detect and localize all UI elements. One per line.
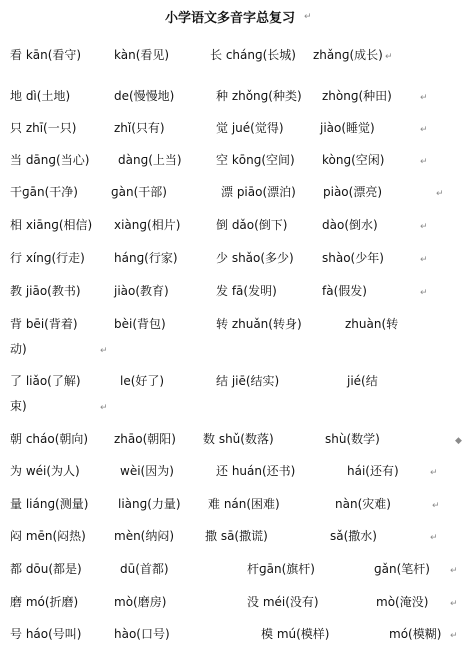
polyphone-entry: 倒 dǎo(倒下) xyxy=(216,218,288,232)
polyphone-entry: 种 zhǒnɡ(种类) xyxy=(216,89,302,103)
polyphone-entry: 结 jiē(结实) xyxy=(216,374,280,388)
polyphone-entry: 数 shǔ(数落) xyxy=(203,432,274,446)
polyphone-entry: wèi(因为) xyxy=(120,464,174,478)
polyphone-entry: kònɡ(空闲) xyxy=(322,153,385,167)
polyphone-entry: 为 wéi(为人) xyxy=(10,464,80,478)
polyphone-entry: dū(首都) xyxy=(120,562,169,576)
polyphone-entry: 磨 mó(折磨) xyxy=(10,595,79,609)
polyphone-entry: bèi(背包) xyxy=(114,317,166,331)
polyphone-entry: 没 méi(没有) xyxy=(247,595,319,609)
paragraph-mark: ↵ xyxy=(420,157,428,167)
polyphone-entry: 当 dānɡ(当心) xyxy=(10,153,90,167)
paragraph-mark: ↵ xyxy=(385,52,393,62)
polyphone-entry: sǎ(撒水) xyxy=(330,529,377,543)
polyphone-entry: nàn(灾难) xyxy=(335,497,391,511)
paragraph-mark: ↵ xyxy=(420,255,428,265)
paragraph-mark: ↵ xyxy=(432,501,440,511)
polyphone-entry: 漂 piāo(漂泊) xyxy=(221,185,296,199)
paragraph-mark: ↵ xyxy=(450,631,458,641)
polyphone-entry: xiànɡ(相片) xyxy=(114,218,181,232)
polyphone-entry: 看 kān(看守) xyxy=(10,48,82,62)
polyphone-entry: fà(假发) xyxy=(322,284,367,298)
polyphone-entry: jiào(睡觉) xyxy=(320,121,375,135)
paragraph-mark: ↵ xyxy=(420,125,428,135)
document-title: 小学语文多音字总复习 xyxy=(164,11,295,26)
paragraph-mark: ↵ xyxy=(450,566,458,576)
polyphone-entry: 号 háo(号叫) xyxy=(10,627,82,641)
polyphone-entry: 转 zhuǎn(转身) xyxy=(216,317,302,331)
polyphone-entry: piào(漂亮) xyxy=(323,185,383,199)
polyphone-entry: 难 nán(困难) xyxy=(208,497,280,511)
polyphone-entry: le(好了) xyxy=(120,374,165,388)
polyphone-entry: jiào(教育) xyxy=(114,284,169,298)
polyphone-entry: jié(结 xyxy=(347,374,378,388)
polyphone-entry: 教 jiāo(教书) xyxy=(10,284,81,298)
paragraph-mark: ↵ xyxy=(450,599,458,609)
polyphone-entry: zhāo(朝阳) xyxy=(114,432,176,446)
polyphone-entry: hánɡ(行家) xyxy=(114,251,178,265)
polyphone-entry: kàn(看见) xyxy=(114,48,170,62)
polyphone-entry: zhǎnɡ(成长) xyxy=(313,48,383,62)
polyphone-entry: mèn(纳闷) xyxy=(114,529,175,543)
paragraph-mark: ↵ xyxy=(420,288,428,298)
polyphone-entry: 背 bēi(背着) xyxy=(10,317,78,331)
polyphone-entry: 闷 mēn(闷热) xyxy=(10,529,86,543)
polyphone-entry: 还 huán(还书) xyxy=(216,464,296,478)
polyphone-entry: dànɡ(上当) xyxy=(118,153,182,167)
bullet-mark: ◆ xyxy=(455,436,462,446)
polyphone-entry: hái(还有) xyxy=(347,464,399,478)
polyphone-entry: liànɡ(力量) xyxy=(118,497,181,511)
polyphone-entry: hào(口号) xyxy=(114,627,170,641)
polyphone-entry: 少 shǎo(多少) xyxy=(216,251,294,265)
polyphone-entry: 量 liánɡ(测量) xyxy=(10,497,89,511)
paragraph-mark: ↵ xyxy=(420,222,428,232)
polyphone-entry: zhǐ(只有) xyxy=(114,121,165,135)
polyphone-entry: 都 dōu(都是) xyxy=(10,562,82,576)
polyphone-entry: de(慢慢地) xyxy=(114,89,175,103)
polyphone-entry: 撒 sā(撒谎) xyxy=(205,529,268,543)
polyphone-entry: 只 zhī(一只) xyxy=(10,121,77,135)
polyphone-entry: ɡǎn(笔杆) xyxy=(374,562,430,576)
polyphone-entry: 动) xyxy=(10,342,27,356)
polyphone-entry: zhònɡ(种田) xyxy=(322,89,392,103)
polyphone-entry: mò(磨房) xyxy=(114,595,167,609)
paragraph-mark: ↵ xyxy=(100,346,108,356)
polyphone-entry: ɡàn(干部) xyxy=(111,185,167,199)
paragraph-mark: ↵ xyxy=(436,189,444,199)
paragraph-mark: ↵ xyxy=(420,93,428,103)
polyphone-entry: 干ɡān(干净) xyxy=(10,185,78,199)
polyphone-entry: zhuàn(转 xyxy=(345,317,399,331)
polyphone-entry: mó(模糊) xyxy=(389,627,442,641)
paragraph-mark: ↵ xyxy=(430,533,438,543)
polyphone-entry: 杆ɡān(旗杆) xyxy=(247,562,315,576)
polyphone-entry: shào(少年) xyxy=(322,251,384,265)
polyphone-entry: 行 xínɡ(行走) xyxy=(10,251,85,265)
polyphone-entry: 地 dì(土地) xyxy=(10,89,71,103)
paragraph-mark: ↵ xyxy=(430,468,438,478)
polyphone-entry: 朝 cháo(朝向) xyxy=(10,432,89,446)
polyphone-entry: dào(倒水) xyxy=(322,218,378,232)
polyphone-entry: 空 kōnɡ(空间) xyxy=(216,153,295,167)
polyphone-entry: 觉 jué(觉得) xyxy=(216,121,284,135)
paragraph-mark: ↵ xyxy=(304,12,312,22)
polyphone-entry: 了 liǎo(了解) xyxy=(10,374,81,388)
paragraph-mark: ↵ xyxy=(100,403,108,413)
polyphone-entry: 相 xiānɡ(相信) xyxy=(10,218,93,232)
polyphone-entry: 束) xyxy=(10,399,27,413)
polyphone-entry: 长 chánɡ(长城) xyxy=(210,48,296,62)
polyphone-entry: 发 fā(发明) xyxy=(216,284,277,298)
polyphone-entry: mò(淹没) xyxy=(376,595,429,609)
polyphone-entry: shù(数学) xyxy=(325,432,380,446)
polyphone-entry: 模 mú(模样) xyxy=(261,627,330,641)
